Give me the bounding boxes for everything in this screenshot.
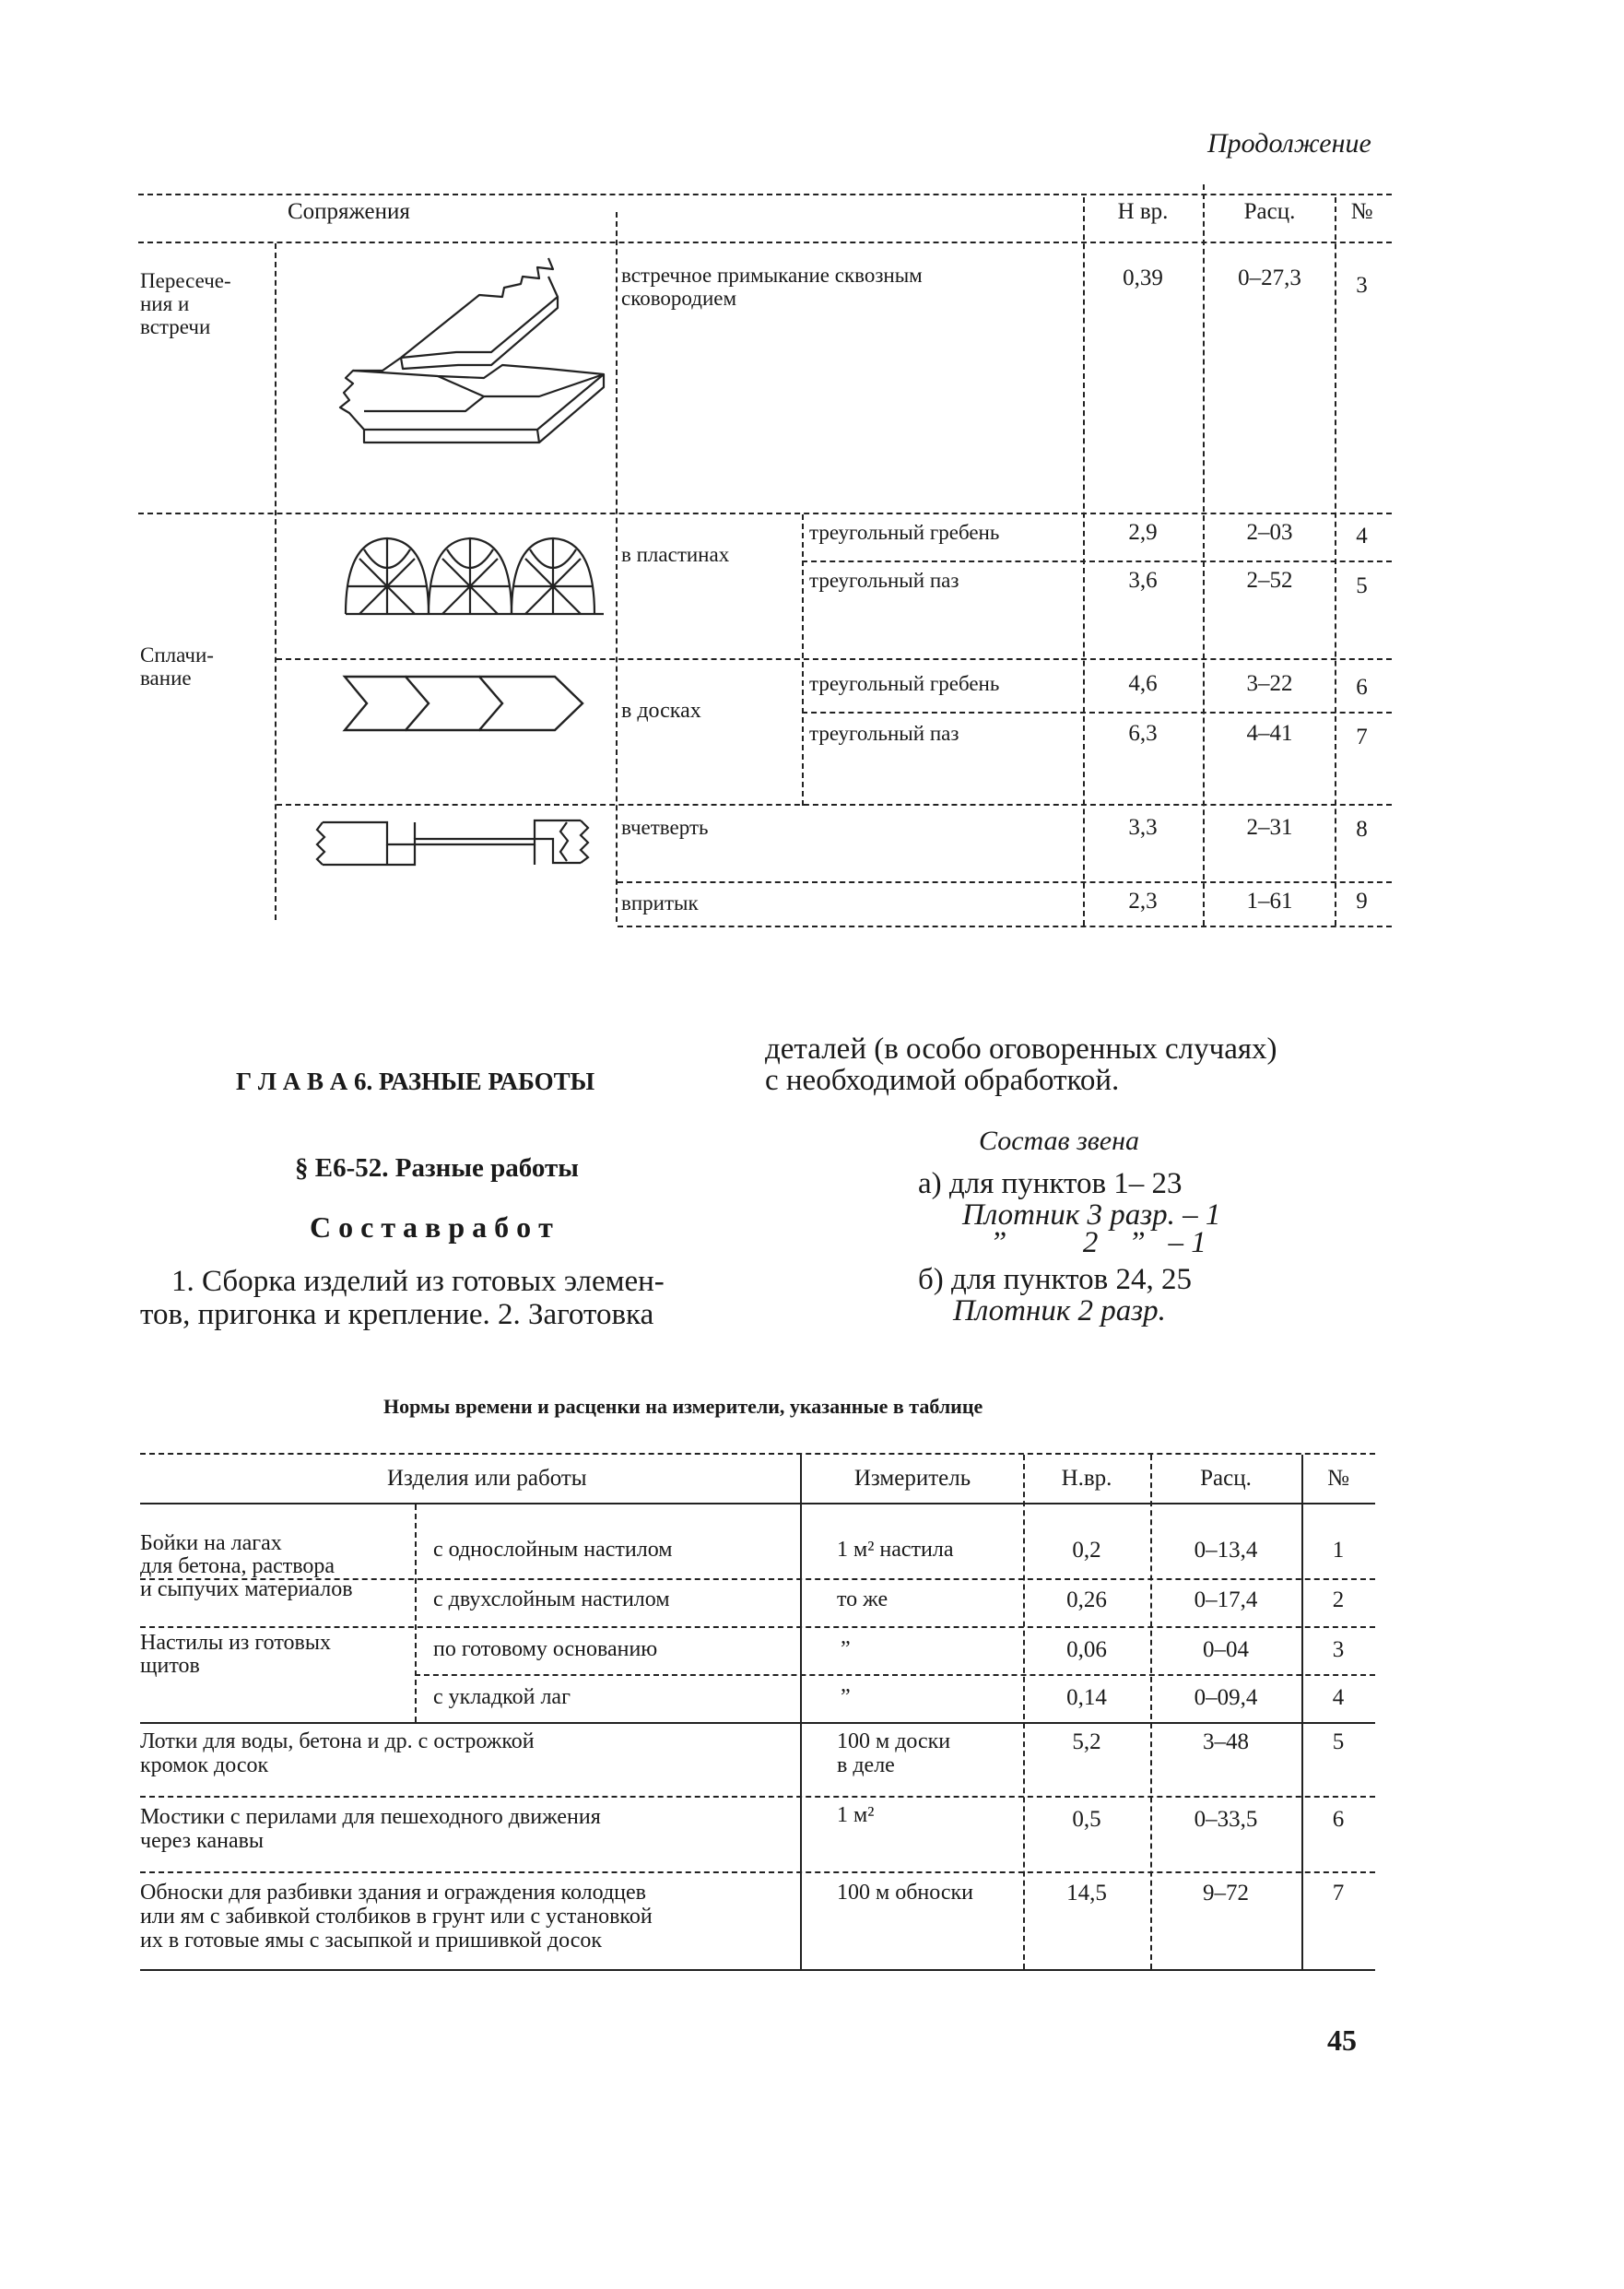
table-row-num: 5: [1332, 1729, 1345, 1754]
table-row-rate: 0–33,5: [1194, 1807, 1258, 1832]
table-row-unit: 1 м² настила: [837, 1538, 954, 1562]
work-composition-heading: С о с т а в р а б о т: [310, 1210, 553, 1244]
table-row-desc: встречное примыкание сквозным сковородием: [621, 264, 923, 310]
table-row-num: 7: [1332, 1881, 1345, 1906]
table-row-rate: 9–72: [1203, 1881, 1249, 1906]
work-text-line: тов, пригонка и крепление. 2. Заготовка: [140, 1298, 654, 1331]
table-row-work: с двухслойным настилом: [433, 1587, 670, 1611]
group-battens: Бойки на лагах для бетона, раствора и сыпучих материалов: [140, 1531, 353, 1601]
header-rate: Расц.: [1243, 199, 1296, 224]
crew-a1: Плотник 3 разр. – 1: [962, 1198, 1221, 1232]
table-row-rate: 0–09,4: [1194, 1685, 1258, 1710]
group-splicing: Сплачи- вание: [140, 643, 214, 690]
table-row-unit: ”: [841, 1685, 851, 1709]
header-norm: Н вр.: [1117, 199, 1169, 224]
table-row-rate: 3–22: [1246, 671, 1293, 696]
crew-heading: Состав звена: [979, 1126, 1140, 1156]
sub-plates: в пластинах: [621, 543, 730, 566]
sub-boards: в досках: [621, 699, 701, 723]
table-row-rate: 0–17,4: [1194, 1587, 1258, 1612]
table-row-norm: 0,2: [1072, 1538, 1101, 1563]
table-row-num: 6: [1356, 675, 1368, 700]
table-row-num: 3: [1356, 273, 1368, 298]
work-text-line: деталей (в особо оговоренных случаях): [765, 1032, 1277, 1066]
table-row-desc: треугольный паз: [809, 569, 959, 592]
table-row-unit: 1 м²: [837, 1803, 875, 1827]
table-row-num: 6: [1332, 1807, 1345, 1832]
table-row-desc: треугольный гребень: [809, 521, 1000, 544]
table-row-work: Мостики с перилами для пешеходного движения через канавы: [140, 1805, 601, 1853]
table-row-num: 3: [1332, 1637, 1345, 1662]
table-row-work: Лотки для воды, бетона и др. с острожкой кромок досок: [140, 1729, 535, 1777]
table-row-norm: 0,06: [1066, 1637, 1107, 1662]
table-row-unit: ”: [841, 1637, 851, 1661]
table-row-norm: 6,3: [1128, 721, 1158, 746]
table-row-norm: 3,3: [1128, 815, 1158, 840]
table-row-num: 7: [1356, 725, 1368, 749]
header-norm: Н.вр.: [1061, 1466, 1112, 1491]
table-row-num: 2: [1332, 1587, 1345, 1612]
table-row-num: 5: [1356, 573, 1368, 598]
table-row-work: с однослойным настилом: [433, 1538, 673, 1562]
header-items: Изделия или работы: [387, 1466, 587, 1491]
table-row-desc: вчетверть: [621, 816, 709, 839]
table-row-rate: 2–03: [1246, 520, 1293, 545]
table-row-work: с укладкой лаг: [433, 1685, 571, 1709]
plates-drawing-icon: [341, 522, 608, 623]
crew-a: а) для пунктов 1– 23: [918, 1167, 1183, 1200]
group-intersection: Пересече- ния и встречи: [140, 269, 231, 338]
page-number: 45: [1327, 2024, 1357, 2057]
work-text-line: с необходимой обработкой.: [765, 1064, 1120, 1097]
section-title: § Е6-52. Разные работы: [295, 1153, 579, 1183]
table-row-work: по готовому основанию: [433, 1637, 658, 1661]
table-row-rate: 0–04: [1203, 1637, 1249, 1662]
boards-drawing-icon: [341, 671, 590, 736]
table-row-num: 4: [1332, 1685, 1345, 1710]
table-row-unit: 100 м обноски: [837, 1881, 973, 1905]
table-row-unit: то же: [837, 1587, 888, 1611]
continuation-label: Продолжение: [1207, 128, 1371, 159]
table-row-norm: 2,3: [1128, 889, 1158, 914]
crew-b: б) для пунктов 24, 25: [918, 1263, 1192, 1296]
crew-b1: Плотник 2 разр.: [953, 1294, 1166, 1327]
table-row-rate: 2–52: [1246, 568, 1293, 593]
table-row-rate: 0–27,3: [1238, 265, 1301, 290]
table-row-norm: 14,5: [1066, 1881, 1107, 1906]
table-row-norm: 0,39: [1123, 265, 1163, 290]
table-row-desc: впритык: [621, 891, 699, 914]
table-row-norm: 4,6: [1128, 671, 1158, 696]
table-row-norm: 0,26: [1066, 1587, 1107, 1612]
table-row-rate: 3–48: [1203, 1729, 1249, 1754]
group-decks: Настилы из готовых щитов: [140, 1631, 331, 1678]
table2-caption: Нормы времени и расценки на измерители, указанные в таблице: [383, 1395, 983, 1418]
table-row-num: 8: [1356, 817, 1368, 842]
table-row-norm: 0,5: [1072, 1807, 1101, 1832]
table-row-norm: 3,6: [1128, 568, 1158, 593]
chapter-title: Г Л А В А 6. РАЗНЫЕ РАБОТЫ: [236, 1068, 595, 1095]
table-row-work: Обноски для разбивки здания и ограждения колодцев или ям с забивкой столбиков в грунт или с установкой их в готовые ямы с засыпкой и пришивкой досок: [140, 1881, 653, 1953]
header-num: №: [1327, 1466, 1349, 1491]
quarter-joint-drawing-icon: [313, 811, 599, 876]
table-row-rate: 1–61: [1246, 889, 1293, 914]
table-row-unit: 100 м доски в деле: [837, 1729, 951, 1777]
table-row-norm: 5,2: [1072, 1729, 1101, 1754]
work-text-line: 1. Сборка изделий из готовых элемен-: [171, 1265, 665, 1298]
crew-a2: ” 2 ” – 1: [990, 1226, 1206, 1259]
table-row-rate: 2–31: [1246, 815, 1293, 840]
table-row-norm: 0,14: [1066, 1685, 1107, 1710]
table-row-num: 9: [1356, 889, 1368, 914]
table-row-num: 1: [1332, 1538, 1345, 1563]
table-row-desc: треугольный паз: [809, 722, 959, 745]
joint-drawing-icon: [327, 249, 613, 461]
table-row-desc: треугольный гребень: [809, 672, 1000, 695]
table-row-num: 4: [1356, 524, 1368, 549]
table-row-rate: 4–41: [1246, 721, 1293, 746]
header-joints: Сопряжения: [288, 199, 410, 224]
table-row-rate: 0–13,4: [1194, 1538, 1258, 1563]
header-num: №: [1350, 199, 1373, 224]
header-unit: Измеритель: [853, 1466, 971, 1491]
table-row-norm: 2,9: [1128, 520, 1158, 545]
header-rate: Расц.: [1200, 1466, 1252, 1491]
